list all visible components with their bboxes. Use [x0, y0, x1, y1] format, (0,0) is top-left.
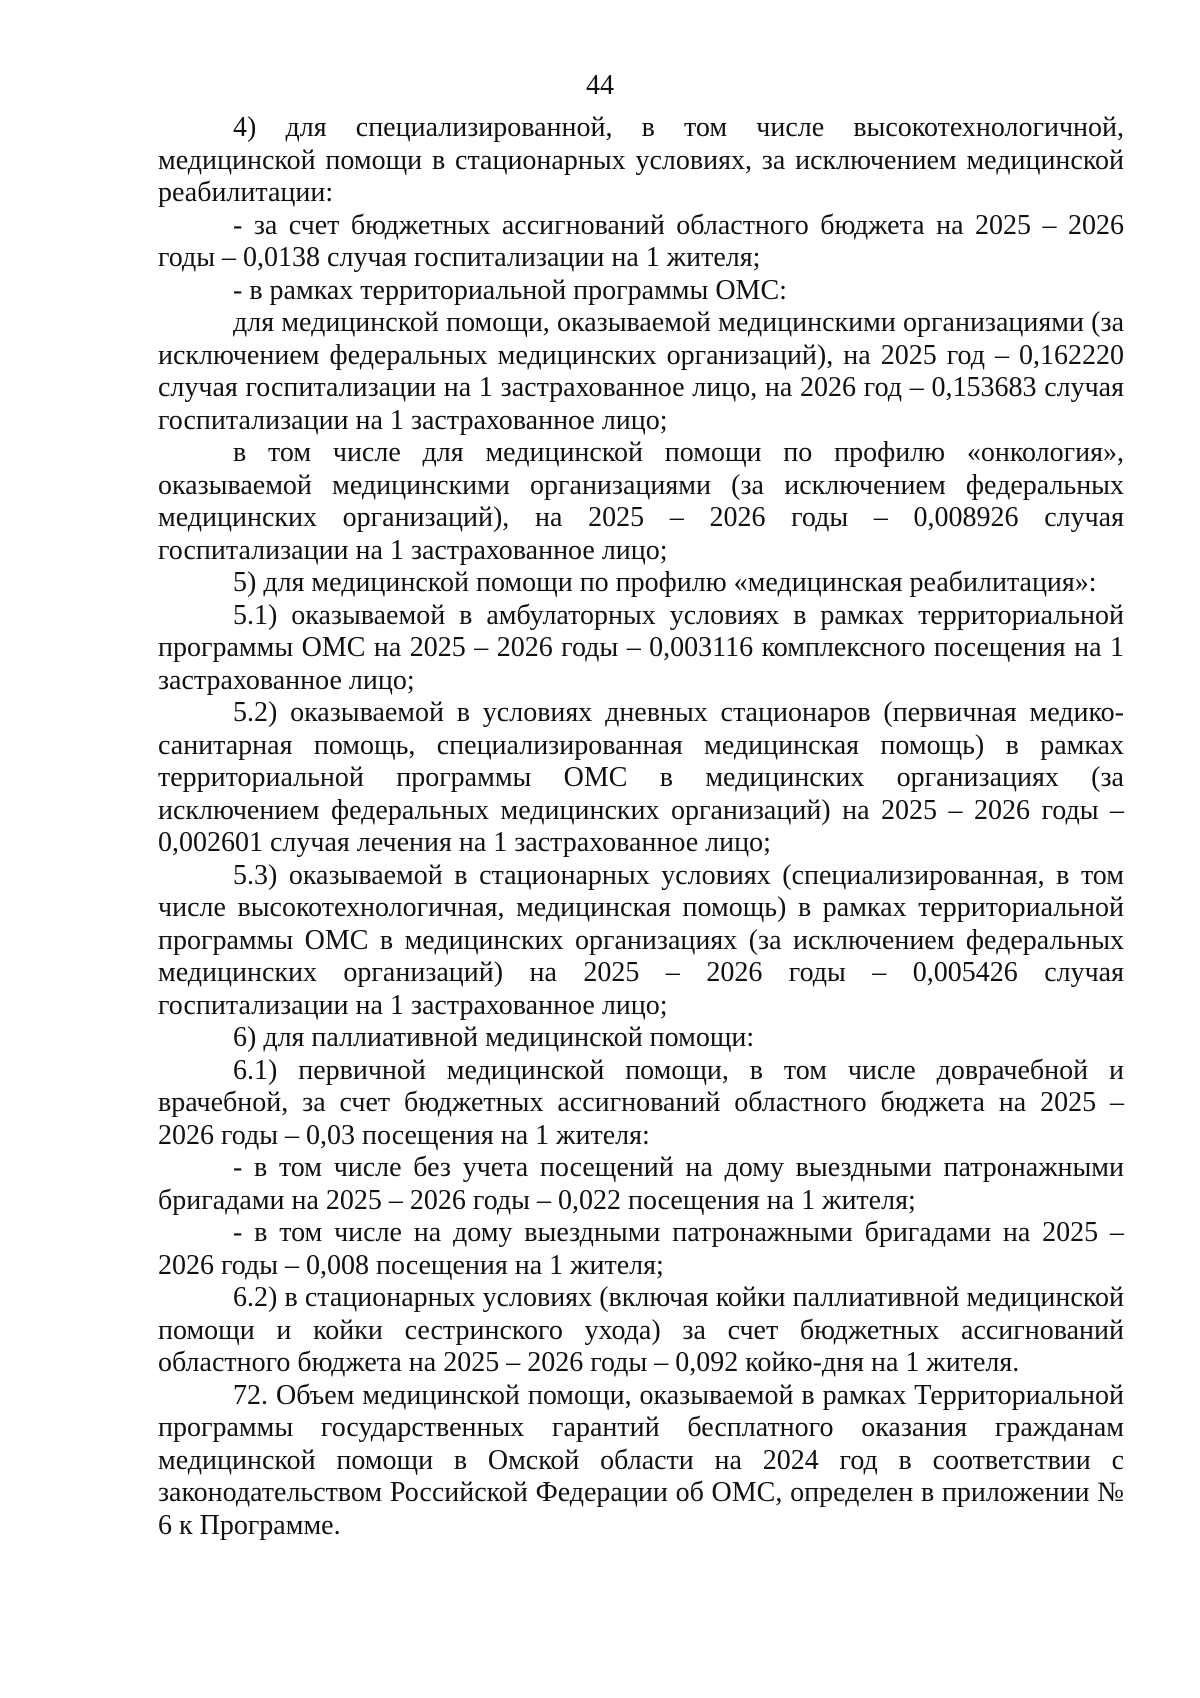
paragraph-item-6-2: 6.2) в стационарных условиях (включая койки паллиативной медицинской помощи и койки сестринского ухода) за счет бюджетных ассигнований областного бюджета на 2025 – 2026 годы – 0,092 койко-дня на 1 жителя.: [158, 1282, 1124, 1378]
paragraph-oncology: в том числе для медицинской помощи по профилю «онкология», оказываемой медицинскими организациями (за исключением федеральных медицинских организаций), на 2025 – 2026 годы – 0,008926 случая госпитализации на 1 застрахованное лицо;: [158, 437, 1124, 566]
paragraph-oms-program: - в рамках территориальной программы ОМС:: [233, 274, 787, 306]
paragraph-item-72: 72. Объем медицинской помощи, оказываемой в рамках Территориальной программы государственных гарантий бесплатного оказания гражданам медицинской помощи в Омской области на 2024 год в соответствии с законодательством Российской Федерации об ОМС, определен в приложении № 6 к Программе.: [158, 1379, 1124, 1541]
paragraph-regional-budget: - за счет бюджетных ассигнований областного бюджета на 2025 – 2026 годы – 0,0138 случая госпитализации на 1 жителя;: [158, 209, 1124, 273]
paragraph-item-5: 5) для медицинской помощи по профилю «медицинская реабилитация»:: [233, 567, 1097, 598]
paragraph-item-5-1: 5.1) оказываемой в амбулаторных условиях в рамках территориальной программы ОМС на 2025 – 2026 годы – 0,003116 комплексного посещения на 1 застрахованное лицо;: [158, 599, 1124, 696]
paragraph-item-6-1: 6.1) первичной медицинской помощи, в том числе доврачебной и врачебной, за счет бюджетных ассигнований областного бюджета на 2025 – 2026 годы – 0,03 посещения на 1 жителя:: [158, 1054, 1124, 1151]
paragraph-without-home-visits: - в том числе без учета посещений на дому выездными патронажными бригадами на 2025 – 2026 годы – 0,022 посещения на 1 жителя;: [158, 1152, 1124, 1216]
paragraph-item-5-3: 5.3) оказываемой в стационарных условиях (специализированная, в том числе высокотехнологичная, медицинская помощь) в рамках территориальной программы ОМС в медицинских организациях (за исключением федеральных медицинских организаций) на 2025 – 2026 годы – 0,005426 случая госпитализации на 1 застрахованное лицо;: [158, 859, 1124, 1021]
paragraph-item-4: 4) для специализированной, в том числе высокотехнологичной, медицинской помощи в стационарных условиях, за исключением медицинской реабилитации:: [158, 112, 1124, 208]
document-body: [158, 112, 1124, 1542]
paragraph-item-6: 6) для паллиативной медицинской помощи:: [233, 1022, 755, 1053]
page-number: 44: [586, 70, 614, 101]
paragraph-medical-organizations: для медицинской помощи, оказываемой медицинскими организациями (за исключением федеральных медицинских организаций), на 2025 год – 0,162220 случая госпитализации на 1 застрахованное лицо, на 2026 год – 0,153683 случая госпитализации на 1 застрахованное лицо;: [158, 307, 1124, 436]
paragraph-home-visits: - в том числе на дому выездными патронажными бригадами на 2025 – 2026 годы – 0,008 посещения на 1 жителя;: [158, 1217, 1124, 1281]
paragraph-item-5-2: 5.2) оказываемой в условиях дневных стационаров (первичная медико-санитарная помощь, специализированная медицинская помощь) в рамках территориальной программы ОМС в медицинских организациях (за исключением федеральных медицинских организаций) на 2025 – 2026 годы – 0,002601 случая лечения на 1 застрахованное лицо;: [158, 697, 1124, 858]
